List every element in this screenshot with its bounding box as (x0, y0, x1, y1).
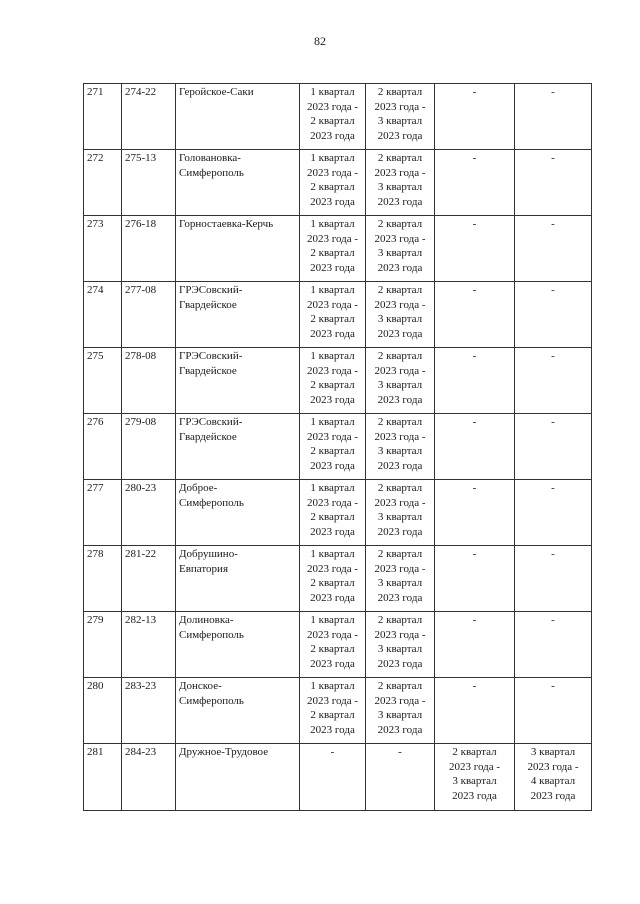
cell-p2-text: - (398, 746, 402, 758)
cell-p4-text: - (551, 284, 555, 296)
route-code-cell (122, 612, 176, 678)
route-code-cell (122, 480, 176, 546)
cell-code-text: 274-22 (125, 86, 157, 98)
row-number-cell (84, 612, 122, 678)
cell-name-text: Горностаевка-Керчь (179, 218, 274, 230)
route-code-cell (122, 744, 176, 811)
cell-code-text: 275-13 (125, 152, 157, 164)
period-4-cell (515, 84, 592, 150)
cell-code-text: 278-08 (125, 350, 157, 362)
period-2-cell (366, 612, 435, 678)
cell-p4-text: - (551, 482, 555, 494)
cell-p1-text: 1 квартал 2023 года - 2 квартал 2023 года (306, 416, 359, 472)
cell-code-text: 282-13 (125, 614, 157, 626)
route-code-cell (122, 84, 176, 150)
cell-p4-text: - (551, 548, 555, 560)
row-number-cell (84, 546, 122, 612)
cell-code-text: 284-23 (125, 746, 157, 758)
cell-p3-text: - (472, 86, 477, 98)
cell-p4-text: - (551, 614, 555, 626)
cell-num-text: 273 (87, 218, 104, 230)
cell-num-text: 276 (87, 416, 104, 428)
row-number-cell (84, 84, 122, 150)
route-name-cell (176, 612, 300, 678)
table-row (84, 150, 592, 216)
period-1-cell (300, 84, 366, 150)
period-1-cell (300, 744, 366, 811)
cell-num-text: 280 (87, 680, 104, 692)
period-2-cell (366, 414, 435, 480)
cell-p1-text: 1 квартал 2023 года - 2 квартал 2023 года (306, 284, 359, 340)
period-3-cell (435, 414, 515, 480)
period-3-cell (435, 84, 515, 150)
period-1-cell (300, 612, 366, 678)
cell-p1-text: 1 квартал 2023 года - 2 квартал 2023 года (306, 86, 359, 142)
cell-num-text: 272 (87, 152, 104, 164)
period-1-cell (300, 150, 366, 216)
route-code-cell (122, 348, 176, 414)
cell-name-text: Дружное-Трудовое (179, 746, 269, 758)
cell-p3-text: - (472, 218, 477, 230)
period-4-cell (515, 150, 592, 216)
period-2-cell (366, 282, 435, 348)
cell-p3-text: - (472, 350, 477, 362)
cell-name-text: Донское- Симферополь (179, 680, 244, 707)
cell-p3-text: - (472, 614, 477, 626)
cell-p1-text: 1 квартал 2023 года - 2 квартал 2023 года (306, 548, 359, 604)
period-1-cell (300, 414, 366, 480)
cell-p1-text: 1 квартал 2023 года - 2 квартал 2023 года (306, 614, 359, 670)
period-1-cell (300, 678, 366, 744)
period-3-cell (435, 150, 515, 216)
period-3-cell (435, 744, 515, 811)
cell-name-text: ГРЭСовский- Гвардейское (179, 284, 243, 311)
period-4-cell (515, 612, 592, 678)
period-2-cell (366, 480, 435, 546)
period-4-cell (515, 480, 592, 546)
route-name-cell (176, 216, 300, 282)
route-name-cell (176, 282, 300, 348)
table-row (84, 744, 592, 811)
cell-code-text: 281-22 (125, 548, 157, 560)
route-name-cell (176, 546, 300, 612)
row-number-cell (84, 282, 122, 348)
cell-p3-text: - (472, 416, 477, 428)
cell-p3-text: - (472, 152, 477, 164)
cell-code-text: 283-23 (125, 680, 157, 692)
cell-p1-text: - (330, 746, 335, 758)
cell-name-text: ГРЭСовский- Гвардейское (179, 416, 243, 443)
period-3-cell (435, 348, 515, 414)
table-row (84, 282, 592, 348)
cell-p4-text: - (551, 350, 555, 362)
cell-num-text: 271 (87, 86, 104, 98)
period-2-cell (366, 84, 435, 150)
period-3-cell (435, 216, 515, 282)
period-1-cell (300, 216, 366, 282)
cell-p4-text: - (551, 152, 555, 164)
route-code-cell (122, 678, 176, 744)
table-row (84, 678, 592, 744)
cell-p1-text: 1 квартал 2023 года - 2 квартал 2023 года (306, 680, 359, 736)
table-row (84, 546, 592, 612)
table-row (84, 84, 592, 150)
cell-num-text: 277 (87, 482, 104, 494)
period-4-cell (515, 282, 592, 348)
period-4-cell (515, 414, 592, 480)
period-2-cell (366, 150, 435, 216)
cell-p2-text: 2 квартал 2023 года - 3 квартал 2023 года (374, 482, 426, 538)
cell-name-text: Доброе- Симферополь (179, 482, 244, 509)
route-code-cell (122, 216, 176, 282)
period-4-cell (515, 678, 592, 744)
period-1-cell (300, 348, 366, 414)
cell-p2-text: 2 квартал 2023 года - 3 квартал 2023 года (374, 614, 426, 670)
cell-p4-text: - (551, 218, 555, 230)
period-2-cell (366, 678, 435, 744)
cell-num-text: 279 (87, 614, 104, 626)
period-2-cell (366, 546, 435, 612)
table-body (84, 84, 592, 811)
cell-code-text: 280-23 (125, 482, 157, 494)
route-code-cell (122, 282, 176, 348)
table-row (84, 612, 592, 678)
period-4-cell (515, 546, 592, 612)
cell-name-text: Геройское-Саки (179, 86, 254, 98)
cell-name-text: Добрушино- Евпатория (179, 548, 238, 575)
cell-name-text: ГРЭСовский- Гвардейское (179, 350, 243, 377)
row-number-cell (84, 744, 122, 811)
table-row (84, 480, 592, 546)
route-code-cell (122, 150, 176, 216)
cell-p2-text: 2 квартал 2023 года - 3 квартал 2023 года (374, 86, 426, 142)
row-number-cell (84, 678, 122, 744)
cell-p2-text: 2 квартал 2023 года - 3 квартал 2023 года (374, 152, 426, 208)
cell-p4-text: 3 квартал 2023 года - 4 квартал 2023 года (527, 746, 579, 802)
period-2-cell (366, 216, 435, 282)
cell-p2-text: 2 квартал 2023 года - 3 квартал 2023 года (374, 350, 426, 406)
cell-p1-text: 1 квартал 2023 года - 2 квартал 2023 года (306, 218, 359, 274)
period-2-cell (366, 744, 435, 811)
table-row (84, 414, 592, 480)
row-number-cell (84, 216, 122, 282)
row-number-cell (84, 348, 122, 414)
cell-code-text: 276-18 (125, 218, 157, 230)
row-number-cell (84, 480, 122, 546)
cell-num-text: 275 (87, 350, 104, 362)
period-4-cell (515, 744, 592, 811)
cell-num-text: 281 (87, 746, 104, 758)
route-name-cell (176, 150, 300, 216)
period-3-cell (435, 282, 515, 348)
cell-p3-text: - (472, 482, 477, 494)
cell-p2-text: 2 квартал 2023 года - 3 квартал 2023 года (374, 680, 426, 736)
route-code-cell (122, 546, 176, 612)
period-1-cell (300, 480, 366, 546)
cell-p3-text: - (472, 284, 477, 296)
route-name-cell (176, 480, 300, 546)
cell-name-text: Долиновка- Симферополь (179, 614, 244, 641)
period-3-cell (435, 678, 515, 744)
cell-p2-text: 2 квартал 2023 года - 3 квартал 2023 года (374, 284, 426, 340)
cell-code-text: 277-08 (125, 284, 157, 296)
cell-name-text: Голованoвка- Симферополь (179, 152, 244, 179)
route-name-cell (176, 348, 300, 414)
cell-num-text: 274 (87, 284, 104, 296)
period-2-cell (366, 348, 435, 414)
cell-p4-text: - (551, 416, 555, 428)
cell-code-text: 279-08 (125, 416, 157, 428)
cell-p1-text: 1 квартал 2023 года - 2 квартал 2023 года (306, 482, 359, 538)
cell-p2-text: 2 квартал 2023 года - 3 квартал 2023 года (374, 548, 426, 604)
routes-table (83, 83, 592, 811)
period-1-cell (300, 546, 366, 612)
row-number-cell (84, 414, 122, 480)
row-number-cell (84, 150, 122, 216)
cell-p4-text: - (551, 86, 555, 98)
table-row (84, 216, 592, 282)
cell-p1-text: 1 квартал 2023 года - 2 квартал 2023 года (306, 152, 359, 208)
route-name-cell (176, 678, 300, 744)
period-4-cell (515, 216, 592, 282)
cell-p2-text: 2 квартал 2023 года - 3 квартал 2023 года (374, 218, 426, 274)
period-3-cell (435, 612, 515, 678)
cell-p2-text: 2 квартал 2023 года - 3 квартал 2023 года (374, 416, 426, 472)
cell-p3-text: 2 квартал 2023 года - 3 квартал 2023 года (448, 746, 501, 802)
period-4-cell (515, 348, 592, 414)
route-name-cell (176, 84, 300, 150)
route-name-cell (176, 744, 300, 811)
table-row (84, 348, 592, 414)
period-1-cell (300, 282, 366, 348)
cell-p4-text: - (551, 680, 555, 692)
cell-p3-text: - (472, 680, 477, 692)
page-number: 82 (314, 34, 326, 48)
cell-p1-text: 1 квартал 2023 года - 2 квартал 2023 года (306, 350, 359, 406)
cell-num-text: 278 (87, 548, 104, 560)
route-name-cell (176, 414, 300, 480)
route-code-cell (122, 414, 176, 480)
period-3-cell (435, 480, 515, 546)
period-3-cell (435, 546, 515, 612)
cell-p3-text: - (472, 548, 477, 560)
